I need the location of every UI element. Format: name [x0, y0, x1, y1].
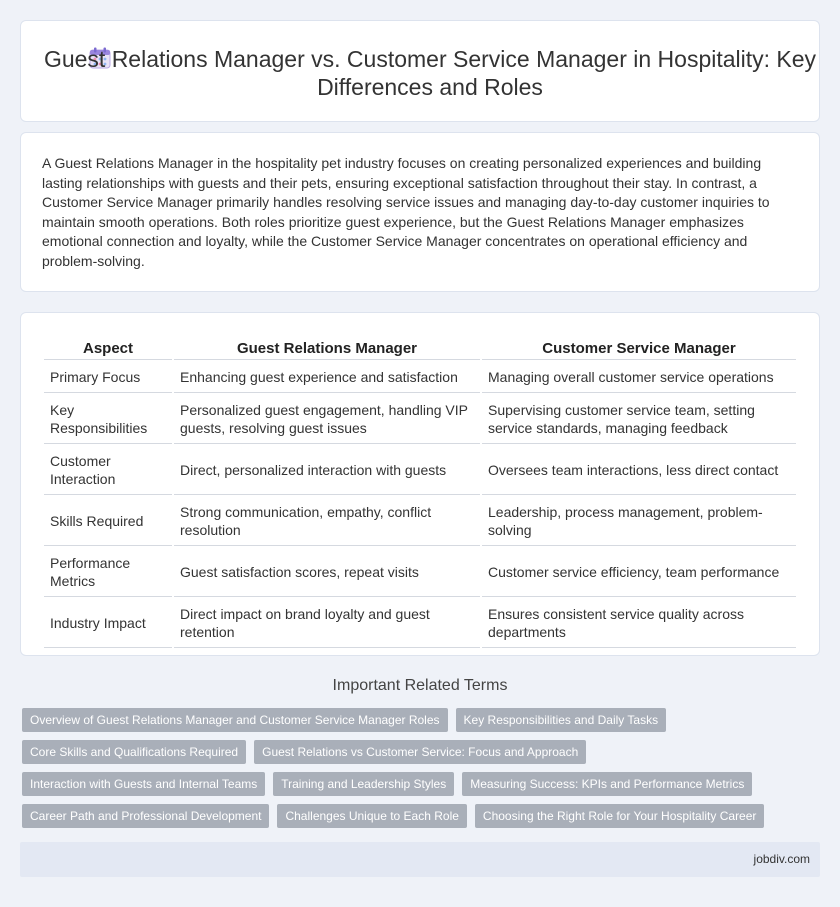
header-customer-service: Customer Service Manager	[482, 335, 796, 360]
tag-row	[22, 804, 802, 828]
comparison-table	[42, 333, 798, 650]
related-term-link[interactable]: Career Path and Professional Development	[22, 804, 269, 828]
aspect-cell: Industry Impact	[44, 599, 172, 648]
aspect-cell: Key Responsibilities	[44, 395, 172, 444]
related-term-link[interactable]: Challenges Unique to Each Role	[277, 804, 466, 828]
guest-relations-cell: Personalized guest engagement, handling VIP guests, resolving guest issues	[174, 395, 480, 444]
guest-relations-cell: Strong communication, empathy, conflict resolution	[174, 497, 480, 546]
table-row	[44, 599, 796, 648]
related-term-link[interactable]: Overview of Guest Relations Manager and Customer Service Manager Roles	[22, 708, 448, 732]
related-term-link[interactable]: Key Responsibilities and Daily Tasks	[456, 708, 667, 732]
customer-service-cell: Supervising customer service team, setting service standards, managing feedback	[482, 395, 796, 444]
comparison-card	[20, 312, 820, 656]
related-terms-list	[22, 708, 802, 836]
guest-relations-cell: Direct impact on brand loyalty and guest retention	[174, 599, 480, 648]
table-row	[44, 548, 796, 597]
table-row	[44, 497, 796, 546]
related-term-link[interactable]: Core Skills and Qualifications Required	[22, 740, 246, 764]
table-header-row	[44, 335, 796, 360]
header-aspect: Aspect	[44, 335, 172, 360]
guest-relations-cell: Direct, personalized interaction with guests	[174, 446, 480, 495]
footer-bar	[20, 842, 820, 877]
intro-card	[20, 132, 820, 292]
aspect-cell: Primary Focus	[44, 362, 172, 393]
aspect-cell: Skills Required	[44, 497, 172, 546]
customer-service-cell: Customer service efficiency, team performance	[482, 548, 796, 597]
customer-service-cell: Oversees team interactions, less direct contact	[482, 446, 796, 495]
related-term-link[interactable]: Training and Leadership Styles	[273, 772, 454, 796]
page-title: Guest Relations Manager vs. Customer Service Manager in Hospitality: Key Differences and Roles	[43, 46, 817, 100]
related-term-link[interactable]: Measuring Success: KPIs and Performance Metrics	[462, 772, 752, 796]
aspect-cell: Performance Metrics	[44, 548, 172, 597]
tag-row	[22, 740, 802, 764]
table-row	[44, 446, 796, 495]
table-row	[44, 362, 796, 393]
site-link[interactable]: jobdiv.com	[753, 852, 810, 866]
intro-paragraph: A Guest Relations Manager in the hospitality pet industry focuses on creating personalized experiences and building lasting relationships with guests and their pets, ensuring exceptional satisfaction throughout their stay. In contrast, a Customer Service Manager primarily handles resolving service issues and managing day-to-day customer inquiries to maintain smooth operations. Both roles prioritize guest experience, but the Guest Relations Manager emphasizes emotional connection and loyalty, while the Customer Service Manager concentrates on operational efficiency and problem-solving.	[42, 155, 770, 269]
header-guest-relations: Guest Relations Manager	[174, 335, 480, 360]
customer-service-cell: Ensures consistent service quality across departments	[482, 599, 796, 648]
customer-service-cell: Leadership, process management, problem-solving	[482, 497, 796, 546]
related-term-link[interactable]: Choosing the Right Role for Your Hospitality Career	[475, 804, 764, 828]
aspect-cell: Customer Interaction	[44, 446, 172, 495]
related-terms-heading: Important Related Terms	[332, 677, 508, 694]
guest-relations-cell: Enhancing guest experience and satisfaction	[174, 362, 480, 393]
table-row	[44, 395, 796, 444]
guest-relations-cell: Guest satisfaction scores, repeat visits	[174, 548, 480, 597]
tag-row	[22, 708, 802, 732]
customer-service-cell: Managing overall customer service operations	[482, 362, 796, 393]
tag-row	[22, 772, 802, 796]
related-term-link[interactable]: Interaction with Guests and Internal Teams	[22, 772, 265, 796]
title-card	[20, 20, 820, 122]
related-term-link[interactable]: Guest Relations vs Customer Service: Focus and Approach	[254, 740, 586, 764]
